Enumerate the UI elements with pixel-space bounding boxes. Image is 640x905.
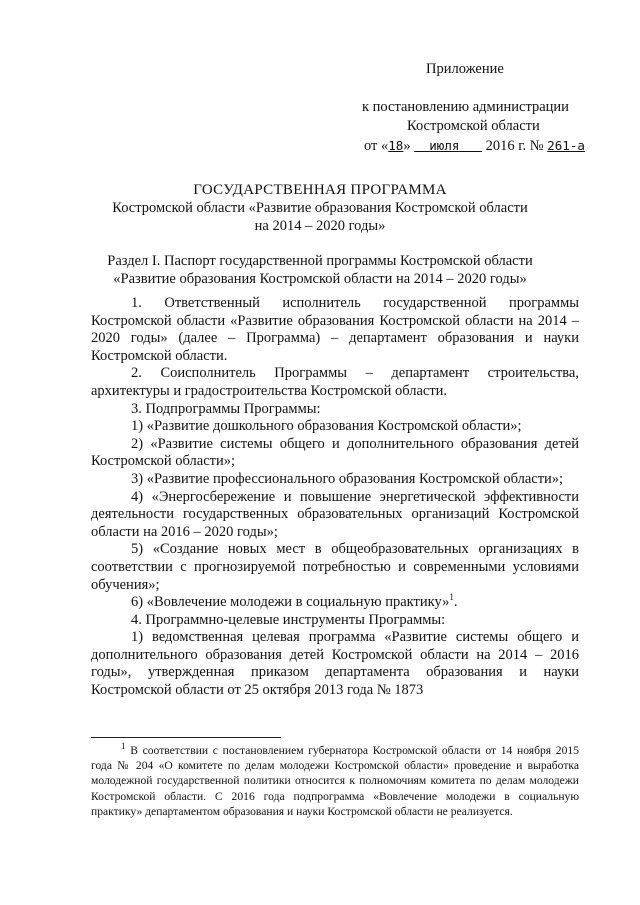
paragraph: 1) «Развитие дошкольного образования Костромской области»; <box>131 418 522 435</box>
footnote-ref[interactable]: 1 <box>449 592 454 603</box>
program-title-line1: ГОСУДАРСТВЕННАЯ ПРОГРАММА <box>193 182 447 198</box>
appendix-line-resolution: к постановлению администрации <box>362 99 569 115</box>
section-title-line1: Раздел I. Паспорт государственной программы Костромской области <box>107 253 533 269</box>
footnote-separator <box>91 737 281 738</box>
paragraph: 3. Подпрограммы Программы: <box>131 400 321 417</box>
resolution-number: 261-а <box>547 138 585 153</box>
program-title-line3: на 2014 – 2020 годы» <box>254 218 386 234</box>
date-prefix: от « <box>364 138 389 154</box>
appendix-block <box>362 60 612 156</box>
date-year: 2016 г. № <box>485 138 544 154</box>
footnote <box>91 743 579 819</box>
date-mid: » <box>403 138 411 154</box>
paragraph: 2) «Развитие системы общего и дополнительного образования детей Костромской области»; <box>91 435 579 470</box>
date-day: 18 <box>388 138 404 153</box>
appendix-date-line <box>362 136 612 156</box>
section-title-line2: «Развитие образования Костромской области на 2014 – 2020 годы» <box>113 271 527 287</box>
paragraph: 5) «Создание новых мест в общеобразовательных организациях в соответствии с прогнозируемой потребностью и современными условиями обучения»; <box>91 541 579 593</box>
paragraph: 1. Ответственный исполнитель государственной программы Костромской области «Развитие образования Костромской области на 2014 – 2020 годы» (далее – Программа) – департамент образования и науки Костромской области. <box>91 295 579 364</box>
appendix-line-region: Костромской области <box>407 118 540 134</box>
paragraph: 4) «Энергосбережение и повышение энергетической эффективности деятельности государственных образовательных организаций Костромской области на 2016 – 2020 годы»; <box>91 488 579 540</box>
program-title <box>80 181 560 235</box>
paragraph: 2. Соисполнитель Программы – департамент строительства, архитектуры и градостроительства Костромской области. <box>91 365 579 399</box>
paragraph: 3) «Развитие профессионального образования Костромской области»; <box>131 470 564 487</box>
program-title-line2: Костромской области «Развитие образования Костромской области <box>112 200 528 216</box>
paragraph: 1) ведомственная целевая программа «Развитие системы общего и дополнительного образования детей Костромской области на 2014 – 2016 годы», утвержденная приказом департамента образования и науки Костромской области от 25 октября 2013 года № 1873 <box>91 629 579 699</box>
paragraph: 4. Программно-целевые инструменты Программы: <box>131 611 446 628</box>
paragraph: 6) «Вовлечение молодежи в социальную практику»$^1$. <box>131 592 458 611</box>
footnote-text: В соответствии с постановлением губернатора Костромской области от 14 ноября 2015 года № 204 «О комитете по делам молодежи Костромской области» проведение и выработка молодежной государственной политики относится к полномочиям комитета по делам молодежи Костромской области. С 2016 года подпрограмма «Вовлечение молодежи в социальную практику» департаментом образования и науки Костромской области не реализуется. <box>91 744 579 818</box>
document-body <box>91 295 579 700</box>
section-title <box>80 252 560 288</box>
appendix-title: Приложение <box>426 61 504 77</box>
date-month: июля <box>429 138 460 153</box>
footnote-mark: 1 <box>121 741 126 752</box>
